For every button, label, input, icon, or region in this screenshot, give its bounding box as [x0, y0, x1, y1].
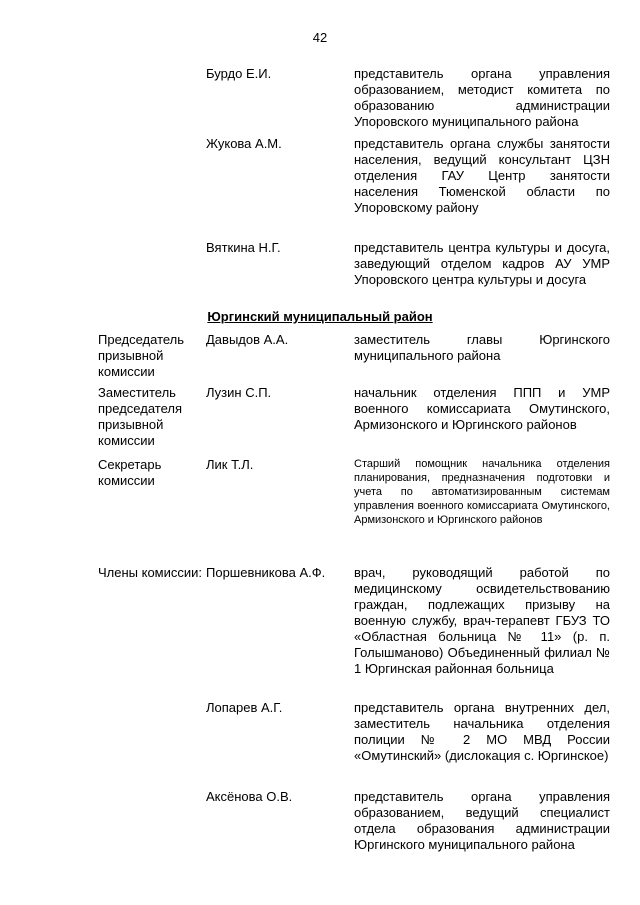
member-description: представитель центра культуры и досуга, заведующий отделом кадров АУ УМР Упоровского центра культуры и досуга [354, 240, 610, 287]
member-name: Жукова А.М. [206, 136, 282, 151]
commission-role: Заместитель председателя призывной комиссии [98, 385, 183, 448]
member-name: Давыдов А.А. [206, 332, 289, 347]
page-number: 42 [312, 30, 328, 45]
commission-role: Члены комиссии: [98, 565, 203, 580]
member-description: начальник отделения ППП и УМР военного комиссариата Омутинского, Армизонского и Юргинского районов [354, 385, 610, 432]
member-name: Поршевникова А.Ф. [206, 565, 326, 580]
member-name: Аксёнова О.В. [206, 789, 293, 804]
member-name: Вяткина Н.Г. [206, 240, 281, 255]
member-description: представитель органа службы занятости населения, ведущий консультант ЦЗН отделения ГАУ Центр занятости населения Тюменской области по Упоровскому району [354, 136, 610, 215]
member-description: представитель органа управления образованием, методист комитета по образованию администрации Упоровского муниципального района [354, 66, 610, 129]
member-description: представитель органа управления образованием, ведущий специалист отдела образования администрации Юргинского муниципального района [354, 789, 610, 852]
member-name: Бурдо Е.И. [206, 66, 272, 81]
member-name: Лик Т.Л. [206, 457, 254, 472]
member-name: Лузин С.П. [206, 385, 272, 400]
member-description: Старший помощник начальника отделения планирования, предназначения подготовки и учета по автоматизированным системам управления военного комиссариата Омутинского, Армизонского и Юргинского районов [354, 458, 610, 526]
member-description: врач, руководящий работой по медицинскому освидетельствованию граждан, подлежащих призыву на военную службу, врач-терапевт ГБУЗ ТО «Областная больница № 11» (р. п. Голышманово) Объединенный филиал № 1 Юргинская районная больница [354, 565, 610, 676]
commission-role: Председатель призывной комиссии [98, 332, 185, 379]
commission-role: Секретарь комиссии [98, 457, 162, 488]
section-title: Юргинский муниципальный район [207, 309, 433, 324]
member-name: Лопарев А.Г. [206, 700, 283, 715]
member-description: заместитель главы Юргинского муниципального района [354, 332, 610, 363]
member-description: представитель органа внутренних дел, заместитель начальника отделения полиции № 2 МО МВД России «Омутинский» (дислокация с. Юргинское) [354, 700, 610, 763]
